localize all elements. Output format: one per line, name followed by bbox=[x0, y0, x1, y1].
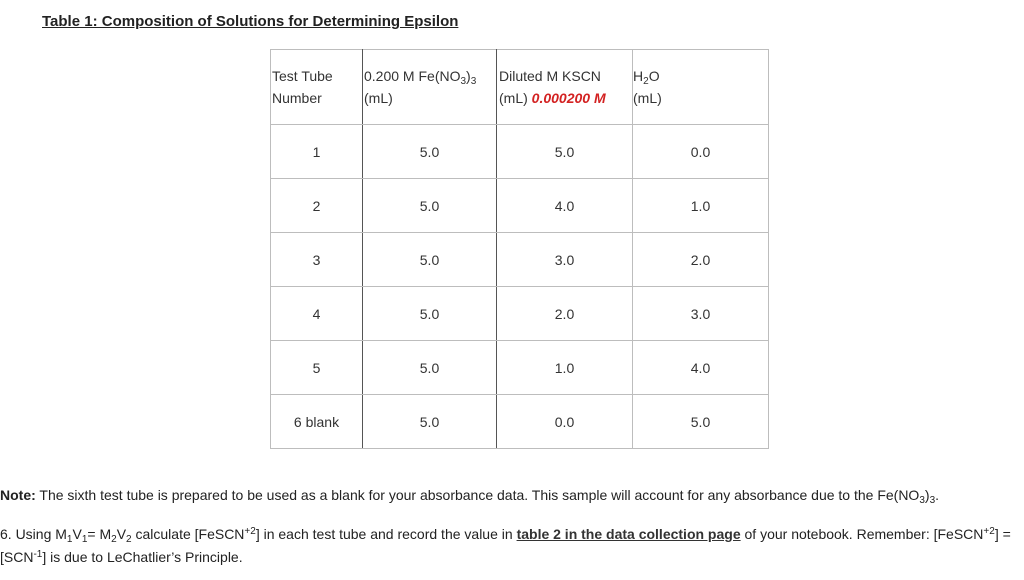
table-row bbox=[271, 287, 769, 341]
header-test-tube-line1: Test Tube bbox=[272, 68, 333, 84]
header-h2o-sub: 2 bbox=[643, 76, 649, 87]
cell-h2o: 1.0 bbox=[633, 179, 769, 233]
table-row bbox=[271, 395, 769, 449]
cell-fe: 5.0 bbox=[363, 395, 497, 449]
header-kscn-concentration: 0.000200 M bbox=[531, 90, 606, 106]
data-collection-link[interactable]: table 2 in the data collection page bbox=[516, 526, 741, 542]
cell-tube: 5 bbox=[271, 341, 363, 395]
header-h2o bbox=[633, 50, 769, 125]
note-sub1: 3 bbox=[919, 495, 925, 506]
step-text-5: calculate [FeSCN bbox=[131, 526, 245, 542]
cell-kscn: 4.0 bbox=[497, 179, 633, 233]
table-title: Table 1: Composition of Solutions for Determining Epsilon bbox=[42, 13, 459, 30]
header-kscn bbox=[497, 50, 633, 125]
step-text-1: 6. Using M bbox=[0, 526, 67, 542]
header-fe-sub2: 3 bbox=[470, 76, 477, 87]
cell-kscn: 1.0 bbox=[497, 341, 633, 395]
step-text-9: ] is due to LeChatlier’s Principle. bbox=[42, 549, 243, 565]
step-sup-2: +2 bbox=[983, 526, 995, 537]
step-sup-1: +2 bbox=[244, 526, 256, 537]
step-6-paragraph bbox=[0, 523, 1018, 569]
cell-tube: 2 bbox=[271, 179, 363, 233]
note-label: Note: bbox=[0, 487, 36, 503]
header-kscn-unit: (mL) bbox=[499, 90, 532, 106]
cell-h2o: 5.0 bbox=[633, 395, 769, 449]
step-text-3: = M bbox=[87, 526, 112, 542]
cell-fe: 5.0 bbox=[363, 179, 497, 233]
cell-kscn: 3.0 bbox=[497, 233, 633, 287]
cell-tube: 1 bbox=[271, 125, 363, 179]
cell-kscn: 0.0 bbox=[497, 395, 633, 449]
step-text-8: ] = [SCN bbox=[0, 526, 1011, 565]
table-row bbox=[271, 341, 769, 395]
header-h2o-unit: (mL) bbox=[633, 90, 662, 106]
cell-fe: 5.0 bbox=[363, 125, 497, 179]
table-header-row bbox=[271, 50, 769, 125]
table-row bbox=[271, 179, 769, 233]
header-fe-no3 bbox=[363, 50, 497, 125]
header-test-tube bbox=[271, 50, 363, 125]
header-test-tube-line2: Number bbox=[272, 90, 322, 106]
step-text-7: of your notebook. Remember: [FeSCN bbox=[740, 526, 984, 542]
composition-table bbox=[270, 49, 769, 449]
cell-kscn: 2.0 bbox=[497, 287, 633, 341]
header-h2o-o: O bbox=[648, 68, 660, 84]
step-text-4: V bbox=[116, 526, 127, 542]
note-paren: ) bbox=[924, 487, 930, 503]
header-fe-paren: ) bbox=[466, 68, 471, 84]
header-fe-text: 0.200 M Fe(NO bbox=[364, 68, 461, 84]
step-sub-4: 2 bbox=[126, 534, 132, 545]
table-row bbox=[271, 125, 769, 179]
step-text-6: ] in each test tube and record the value in bbox=[255, 526, 517, 542]
table-row bbox=[271, 233, 769, 287]
note-text: The sixth test tube is prepared to be used as a blank for your absorbance data. This sample will account for any absorbance due to the Fe(NO bbox=[35, 487, 920, 503]
header-fe-unit: (mL) bbox=[364, 90, 393, 106]
cell-fe: 5.0 bbox=[363, 341, 497, 395]
header-h2o-h: H bbox=[633, 68, 644, 84]
cell-h2o: 2.0 bbox=[633, 233, 769, 287]
cell-h2o: 4.0 bbox=[633, 341, 769, 395]
cell-fe: 5.0 bbox=[363, 233, 497, 287]
step-sub-1: 1 bbox=[66, 534, 73, 545]
cell-kscn: 5.0 bbox=[497, 125, 633, 179]
header-fe-sub1: 3 bbox=[460, 76, 467, 87]
cell-tube: 4 bbox=[271, 287, 363, 341]
cell-tube: 6 blank bbox=[271, 395, 363, 449]
note-sub2: 3 bbox=[929, 495, 936, 506]
step-sub-2: 1 bbox=[81, 534, 88, 545]
cell-tube: 3 bbox=[271, 233, 363, 287]
note-paragraph bbox=[0, 484, 1024, 507]
header-kscn-line1: Diluted M KSCN bbox=[499, 68, 601, 84]
cell-h2o: 0.0 bbox=[633, 125, 769, 179]
note-end: . bbox=[935, 487, 940, 503]
cell-fe: 5.0 bbox=[363, 287, 497, 341]
step-sup-3: -1 bbox=[33, 549, 43, 560]
cell-h2o: 3.0 bbox=[633, 287, 769, 341]
step-text-2: V bbox=[72, 526, 82, 542]
step-sub-3: 2 bbox=[111, 534, 117, 545]
